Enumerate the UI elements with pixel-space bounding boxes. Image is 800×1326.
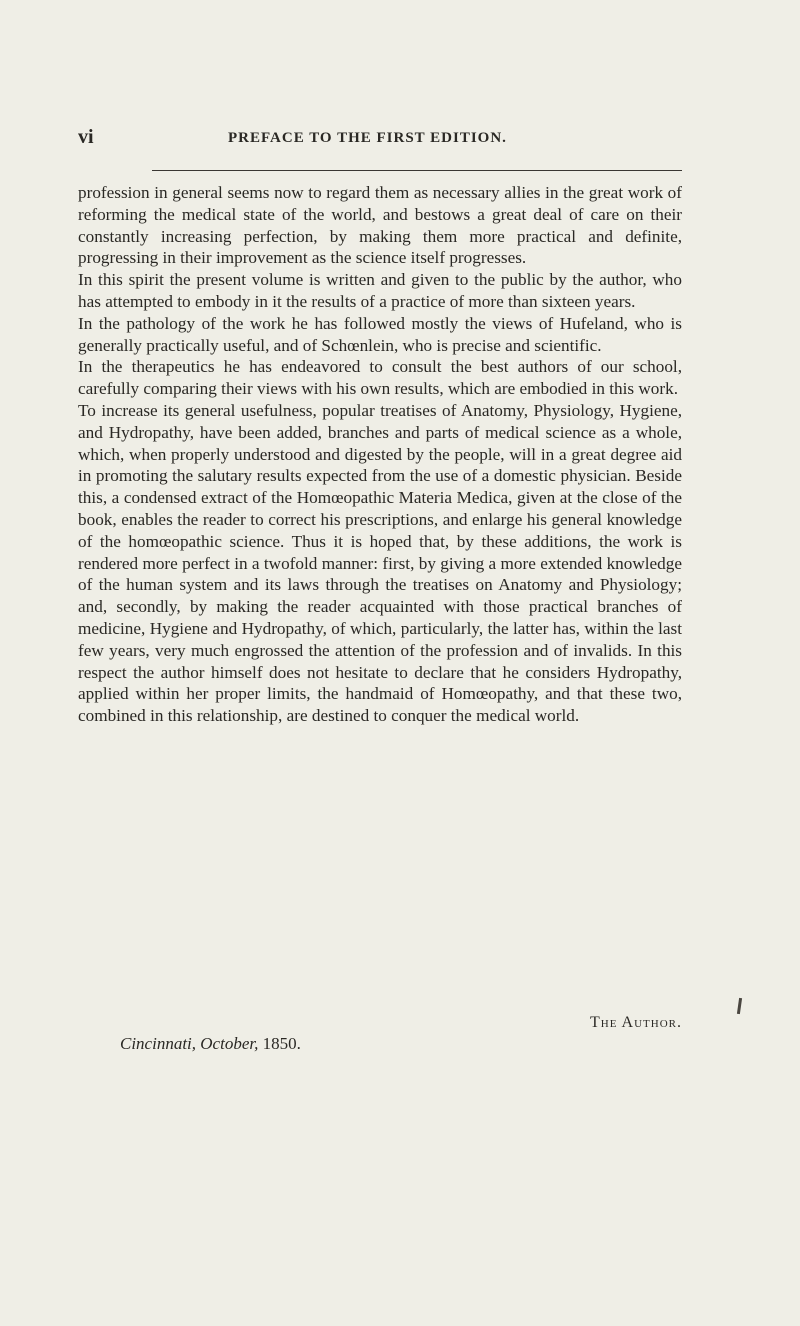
dateline (120, 1034, 301, 1054)
preface-body (78, 182, 682, 727)
paragraph: In this spirit the present volume is written and given to the public by the author, who has attempted to embody in it the results of a practice of more than sixteen years. (78, 270, 682, 311)
paragraph: In the pathology of the work he has followed mostly the views of Hufeland, who is generally practically useful, and of Schœnlein, who is precise and scientific. (78, 313, 682, 355)
paragraph: To increase its general usefulness, popular treatises of Anatomy, Physiology, Hygiene, and Hydropathy, have been added, branches and parts of medical science as a whole, which, when properly understood and digested by the people, will in a great degree aid in promoting the salutary results expected from the use of a domestic physician. Beside this, a condensed extract of the Homœopathic Materia Medica, given at the close of the book, enables the reader to correct his prescriptions, and enlarge his general knowledge of the homœopathic science. Thus it is hoped that, by these additions, the work is rendered more perfect in a twofold manner: first, by giving a more extended knowledge of the human system and its laws through the treatises on Anatomy and Physiology; and, secondly, by making the reader acquainted with those practical branches of medicine, Hygiene and Hydropathy, of which, particularly, the latter has, within the last few years, very much engrossed the attention of the profession and of invalids. In this respect the author himself does not hesitate to declare that he considers Hydropathy, applied within her proper limits, the handmaid of Homœopathy, and that these two, combined in this relationship, are destined to conquer the medical world. (78, 400, 682, 726)
dateline-year: 1850. (262, 1034, 301, 1053)
author-signature: The Author. (590, 1014, 682, 1031)
running-title: PREFACE TO THE FIRST EDITION. (228, 130, 507, 146)
dateline-place: Cincinnati, October, (120, 1034, 259, 1053)
header-rule (152, 170, 682, 171)
page-header (78, 126, 682, 156)
page-number: vi (78, 126, 94, 148)
paragraph: profession in general seems now to regard them as necessary allies in the great work of reforming the medical state of the world, and bestows a great deal of care on their constantly increasing perfection, by making them more practical and definite, progressing in their improvement as the science itself progresses. (78, 183, 682, 268)
page-edge-mark (737, 998, 742, 1014)
paragraph: In the therapeutics he has endeavored to consult the best authors of our school, carefully comparing their views with his own results, which are embodied in this work. (78, 357, 682, 399)
